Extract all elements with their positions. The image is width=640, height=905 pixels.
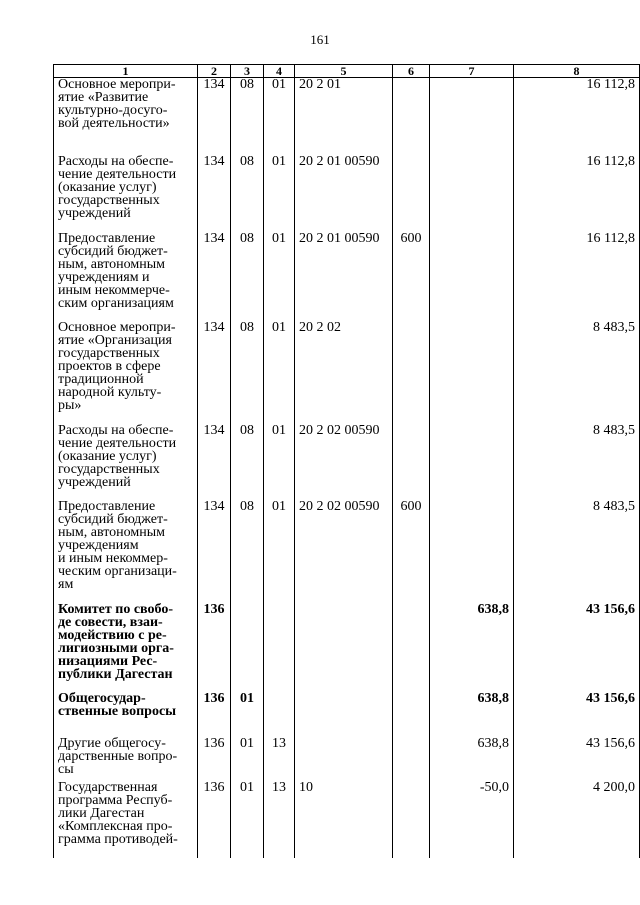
header-cell-4: 4: [264, 65, 295, 78]
table-row: [54, 155, 640, 232]
table-row: [54, 78, 640, 155]
row-name-line: (оказание услуг): [58, 448, 157, 464]
row-name-line: субсидий бюджет-: [58, 243, 168, 259]
row-name-line: публики Дагестан: [58, 666, 173, 682]
cell-target-article: 10: [295, 781, 393, 858]
table-row: [54, 603, 640, 692]
cell-expense-type: [393, 603, 430, 692]
cell-razdel: 01: [231, 692, 264, 737]
row-name-line: Основное меропри-: [58, 77, 176, 92]
cell-podrazdel: 13: [264, 737, 295, 781]
page-number: 161: [310, 32, 330, 47]
cell-glava: 134: [198, 321, 231, 424]
row-name: [54, 737, 198, 781]
row-name-line: государственных: [58, 345, 160, 361]
cell-expense-type: [393, 692, 430, 737]
cell-razdel: 08: [231, 78, 264, 155]
cell-podrazdel: 01: [264, 500, 295, 603]
row-name-line: Основное меропри-: [58, 320, 176, 335]
cell-expense-type: [393, 781, 430, 858]
row-name-line: ятие «Организация: [58, 332, 172, 348]
row-name-line: государственных: [58, 192, 160, 208]
header-cell-6: 6: [393, 65, 430, 78]
row-name-line: Расходы на обеспе-: [58, 423, 174, 438]
row-name: [54, 500, 198, 603]
cell-glava: 134: [198, 155, 231, 232]
table-row: [54, 781, 640, 858]
cell-target-article: 20 2 02 00590: [295, 424, 393, 500]
row-name-line: (оказание услуг): [58, 179, 157, 195]
row-name-line: «Комплексная про-: [58, 818, 173, 834]
table-row: [54, 321, 640, 424]
row-name-line: ры»: [58, 397, 82, 413]
table-row: [54, 500, 640, 603]
row-name-line: субсидий бюджет-: [58, 511, 168, 527]
row-name-line: учреждений: [58, 205, 131, 221]
row-name-line: учреждениям: [58, 537, 139, 553]
cell-target-article: 20 2 01 00590: [295, 232, 393, 321]
cell-target-article: [295, 692, 393, 737]
cell-razdel: 08: [231, 500, 264, 603]
row-name-line: Государственная: [58, 780, 158, 795]
row-name-line: иным некоммерче-: [58, 282, 170, 298]
cell-podrazdel: 01: [264, 321, 295, 424]
row-name-line: Расходы на обеспе-: [58, 154, 174, 169]
cell-expense-type: [393, 78, 430, 155]
row-name-line: ским организациям: [58, 295, 174, 311]
header-cell-1: 1: [54, 65, 198, 78]
cell-change: [430, 500, 514, 603]
cell-change: [430, 424, 514, 500]
cell-change: [430, 155, 514, 232]
row-name-line: лики Дагестан: [58, 805, 145, 821]
row-name: [54, 424, 198, 500]
row-name-line: Предоставление: [58, 499, 156, 514]
cell-podrazdel: [264, 603, 295, 692]
row-name-line: чение деятельности: [58, 166, 177, 182]
cell-amount: 16 112,8: [514, 78, 640, 155]
cell-razdel: 01: [231, 781, 264, 858]
table-row: [54, 424, 640, 500]
cell-amount: 16 112,8: [514, 232, 640, 321]
header-row: [54, 65, 640, 78]
row-name: [54, 78, 198, 155]
cell-change: 638,8: [430, 603, 514, 692]
cell-razdel: 08: [231, 321, 264, 424]
row-name-line: проектов в сфере: [58, 358, 161, 374]
cell-glava: 136: [198, 737, 231, 781]
cell-podrazdel: 01: [264, 424, 295, 500]
row-name-line: де совести, взаи-: [58, 614, 163, 630]
cell-podrazdel: 01: [264, 78, 295, 155]
header-cell-8: 8: [514, 65, 640, 78]
cell-glava: 136: [198, 603, 231, 692]
row-name-line: программа Респуб-: [58, 792, 173, 808]
cell-glava: 134: [198, 78, 231, 155]
cell-change: [430, 321, 514, 424]
row-name-line: низациями Рес-: [58, 653, 158, 669]
row-name: [54, 321, 198, 424]
row-name-line: учреждений: [58, 474, 131, 490]
cell-target-article: [295, 603, 393, 692]
cell-glava: 134: [198, 232, 231, 321]
cell-target-article: [295, 737, 393, 781]
cell-podrazdel: 13: [264, 781, 295, 858]
row-name-line: лигиозными орга-: [58, 640, 174, 656]
cell-amount: 8 483,5: [514, 500, 640, 603]
row-name-line: ческим организаци-: [58, 563, 177, 579]
header-cell-2: 2: [198, 65, 231, 78]
row-name-line: народной культу-: [58, 384, 162, 400]
row-name-line: и иным некоммер-: [58, 550, 168, 566]
cell-change: 638,8: [430, 692, 514, 737]
header-cell-7: 7: [430, 65, 514, 78]
table-row: [54, 737, 640, 781]
cell-expense-type: 600: [393, 232, 430, 321]
cell-expense-type: [393, 155, 430, 232]
cell-razdel: 08: [231, 232, 264, 321]
cell-amount: 43 156,6: [514, 692, 640, 737]
cell-change: [430, 78, 514, 155]
cell-change: [430, 232, 514, 321]
row-name-line: вой деятельности»: [58, 116, 170, 131]
cell-amount: 43 156,6: [514, 737, 640, 781]
row-name-line: ным, автономным: [58, 256, 166, 272]
cell-expense-type: 600: [393, 500, 430, 603]
cell-podrazdel: 01: [264, 155, 295, 232]
cell-expense-type: [393, 424, 430, 500]
row-name: [54, 692, 198, 737]
cell-amount: 16 112,8: [514, 155, 640, 232]
row-name-line: учреждениям и: [58, 269, 150, 285]
cell-change: -50,0: [430, 781, 514, 858]
row-name: [54, 781, 198, 858]
cell-expense-type: [393, 321, 430, 424]
row-name-line: государственных: [58, 461, 160, 477]
cell-razdel: 08: [231, 155, 264, 232]
row-name-line: традиционной: [58, 371, 144, 387]
cell-razdel: 08: [231, 424, 264, 500]
row-name-line: Предоставление: [58, 231, 156, 246]
header-cell-5: 5: [295, 65, 393, 78]
cell-target-article: 20 2 01: [295, 78, 393, 155]
cell-podrazdel: 01: [264, 232, 295, 321]
row-name: [54, 232, 198, 321]
cell-glava: 136: [198, 781, 231, 858]
row-name-line: ным, автономным: [58, 524, 166, 540]
table-row: [54, 692, 640, 737]
cell-amount: 4 200,0: [514, 781, 640, 858]
cell-target-article: 20 2 01 00590: [295, 155, 393, 232]
cell-glava: 136: [198, 692, 231, 737]
row-name-line: грамма противодей-: [58, 831, 178, 847]
cell-target-article: 20 2 02: [295, 321, 393, 424]
row-name: [54, 603, 198, 692]
row-name: [54, 155, 198, 232]
cell-glava: 134: [198, 500, 231, 603]
cell-amount: 43 156,6: [514, 603, 640, 692]
row-name-line: дарственные вопро-: [58, 748, 178, 764]
row-name-line: сы: [58, 761, 74, 777]
row-name-line: ственные вопросы: [58, 703, 177, 719]
row-name-line: модействию с ре-: [58, 627, 167, 643]
cell-podrazdel: [264, 692, 295, 737]
row-name-line: Общегосудар-: [58, 691, 146, 706]
row-name-line: Другие общегосу-: [58, 736, 166, 751]
cell-glava: 134: [198, 424, 231, 500]
row-name-line: ям: [58, 576, 74, 592]
header-cell-3: 3: [231, 65, 264, 78]
cell-amount: 8 483,5: [514, 321, 640, 424]
cell-razdel: [231, 603, 264, 692]
row-name-line: Комитет по свобо-: [58, 602, 173, 617]
budget-table: [53, 64, 640, 858]
row-name-line: ятие «Развитие: [58, 90, 149, 105]
cell-change: 638,8: [430, 737, 514, 781]
cell-razdel: 01: [231, 737, 264, 781]
cell-target-article: 20 2 02 00590: [295, 500, 393, 603]
row-name-line: чение деятельности: [58, 435, 177, 451]
cell-amount: 8 483,5: [514, 424, 640, 500]
row-name-line: культурно-досуго-: [58, 103, 168, 118]
cell-expense-type: [393, 737, 430, 781]
table-row: [54, 232, 640, 321]
